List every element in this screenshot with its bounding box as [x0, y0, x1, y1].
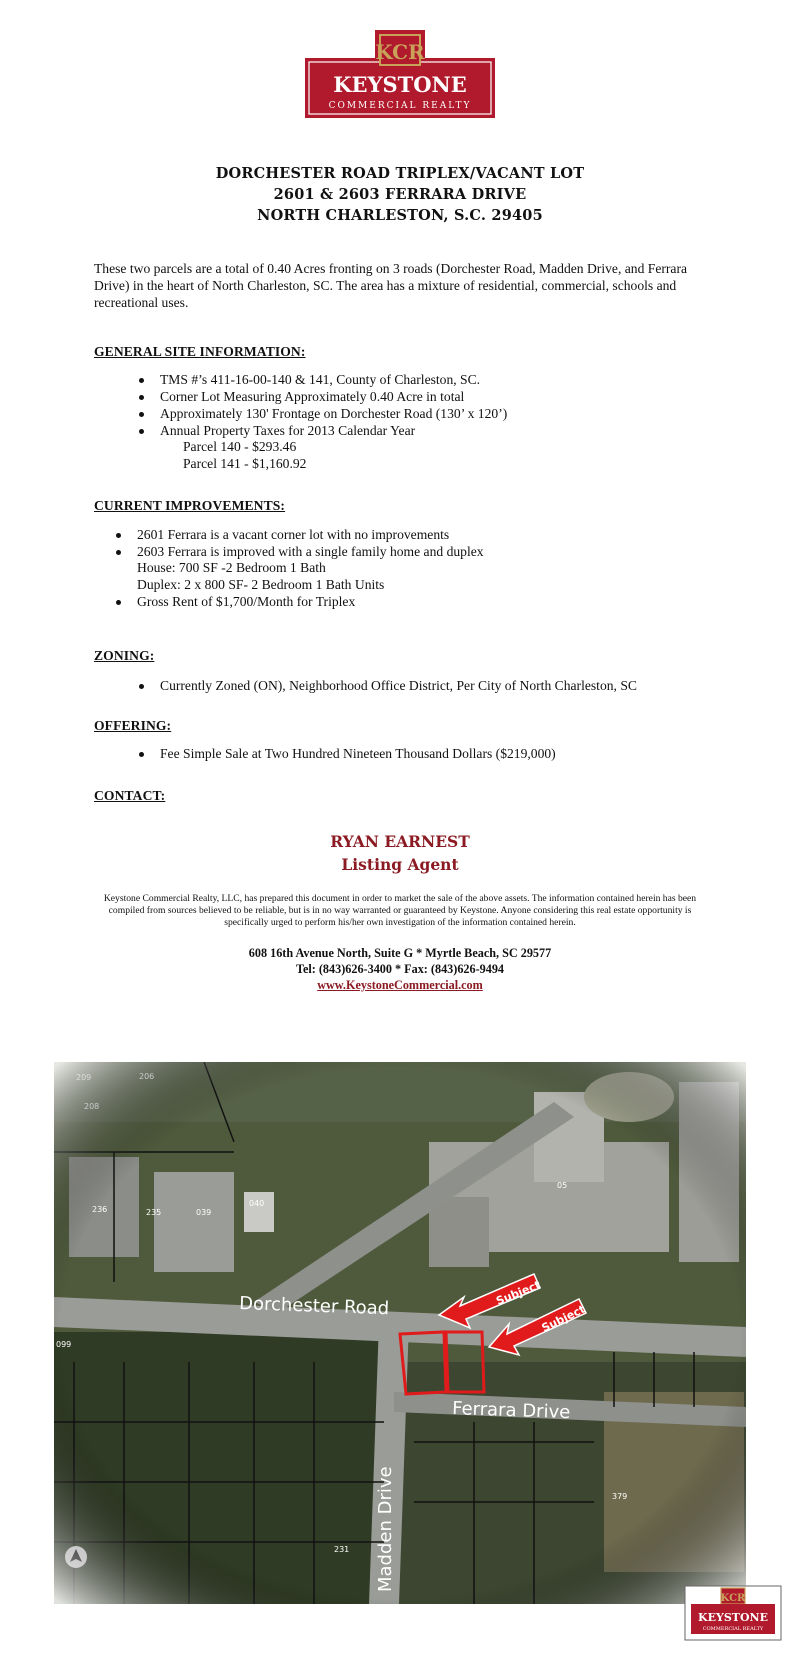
house-detail: House: 700 SF -2 Bedroom 1 Bath: [137, 560, 326, 575]
page-title: DORCHESTER ROAD TRIPLEX/VACANT LOT: [215, 165, 585, 182]
phone-fax: Tel: (843)626-3400 * Fax: (843)626-9494: [295, 962, 505, 976]
tax-parcel-140: Parcel 140 - $293.46: [183, 439, 297, 454]
svg-text:KEYSTONE: KEYSTONE: [333, 72, 467, 97]
office-address: 608 16th Avenue North, Suite G * Myrtle Beach, SC 29577: [248, 946, 552, 960]
list-item: Corner Lot Measuring Approximately 0.40 Acre in total: [160, 389, 464, 406]
list-item: Annual Property Taxes for 2013 Calendar Year: [160, 423, 415, 440]
list-item: Fee Simple Sale at Two Hundred Nineteen Thousand Dollars ($219,000): [160, 746, 556, 763]
current-heading: CURRENT IMPROVEMENTS:: [94, 498, 286, 513]
agent-name: RYAN EARNEST: [330, 832, 470, 851]
svg-text:KCR: KCR: [720, 1593, 746, 1604]
property-city: NORTH CHARLESTON, S.C. 29405: [257, 207, 543, 224]
duplex-detail: Duplex: 2 x 800 SF- 2 Bedroom 1 Bath Units: [137, 577, 385, 592]
list-item: 2601 Ferrara is a vacant corner lot with no improvements: [137, 527, 449, 544]
agent-role: Listing Agent: [341, 855, 459, 874]
zoning-heading: ZONING:: [94, 648, 155, 663]
offering-heading: OFFERING:: [94, 718, 172, 733]
aerial-map: [54, 1062, 746, 1604]
list-item: Currently Zoned (ON), Neighborhood Office District, Per City of North Charleston, SC: [160, 678, 637, 695]
contact-heading: CONTACT:: [94, 788, 166, 803]
svg-text:KCR: KCR: [375, 40, 425, 64]
list-item: Gross Rent of $1,700/Month for Triplex: [137, 594, 355, 611]
svg-text:COMMERCIAL REALTY: COMMERCIAL REALTY: [328, 101, 472, 111]
list-item: Approximately 130' Frontage on Dorchester Road (130’ x 120’): [160, 406, 507, 423]
website-link[interactable]: www.KeystoneCommercial.com: [317, 978, 483, 992]
list-item: TMS #’s 411-16-00-140 & 141, County of Charleston, SC.: [160, 372, 480, 389]
disclaimer: Keystone Commercial Realty, LLC, has prepared this document in order to market the sale of the above assets. The information contained herein has been compiled from sources believed to be reliable, but is in no way warranted or guaranteed by Keystone. Anyone considering this real estate opportunity is specifically urged to perform his/her own investigation of the information contained herein.: [103, 893, 697, 928]
svg-text:KEYSTONE: KEYSTONE: [698, 1611, 768, 1624]
list-item: 2603 Ferrara is improved with a single family home and duplex: [137, 544, 484, 561]
intro-paragraph: These two parcels are a total of 0.40 Acres fronting on 3 roads (Dorchester Road, Madden Drive, and Ferrara Drive) in the heart of North Charleston, SC. The area has a mixture of residential, commercial, schools and recreational uses.: [94, 261, 688, 310]
keystone-logo-small: [683, 1582, 783, 1642]
keystone-logo: [305, 30, 495, 124]
svg-text:COMMERCIAL REALTY: COMMERCIAL REALTY: [702, 1626, 764, 1632]
property-address: 2601 & 2603 FERRARA DRIVE: [273, 186, 527, 203]
general-heading: GENERAL SITE INFORMATION:: [94, 344, 306, 359]
tax-parcel-141: Parcel 141 - $1,160.92: [183, 456, 307, 471]
